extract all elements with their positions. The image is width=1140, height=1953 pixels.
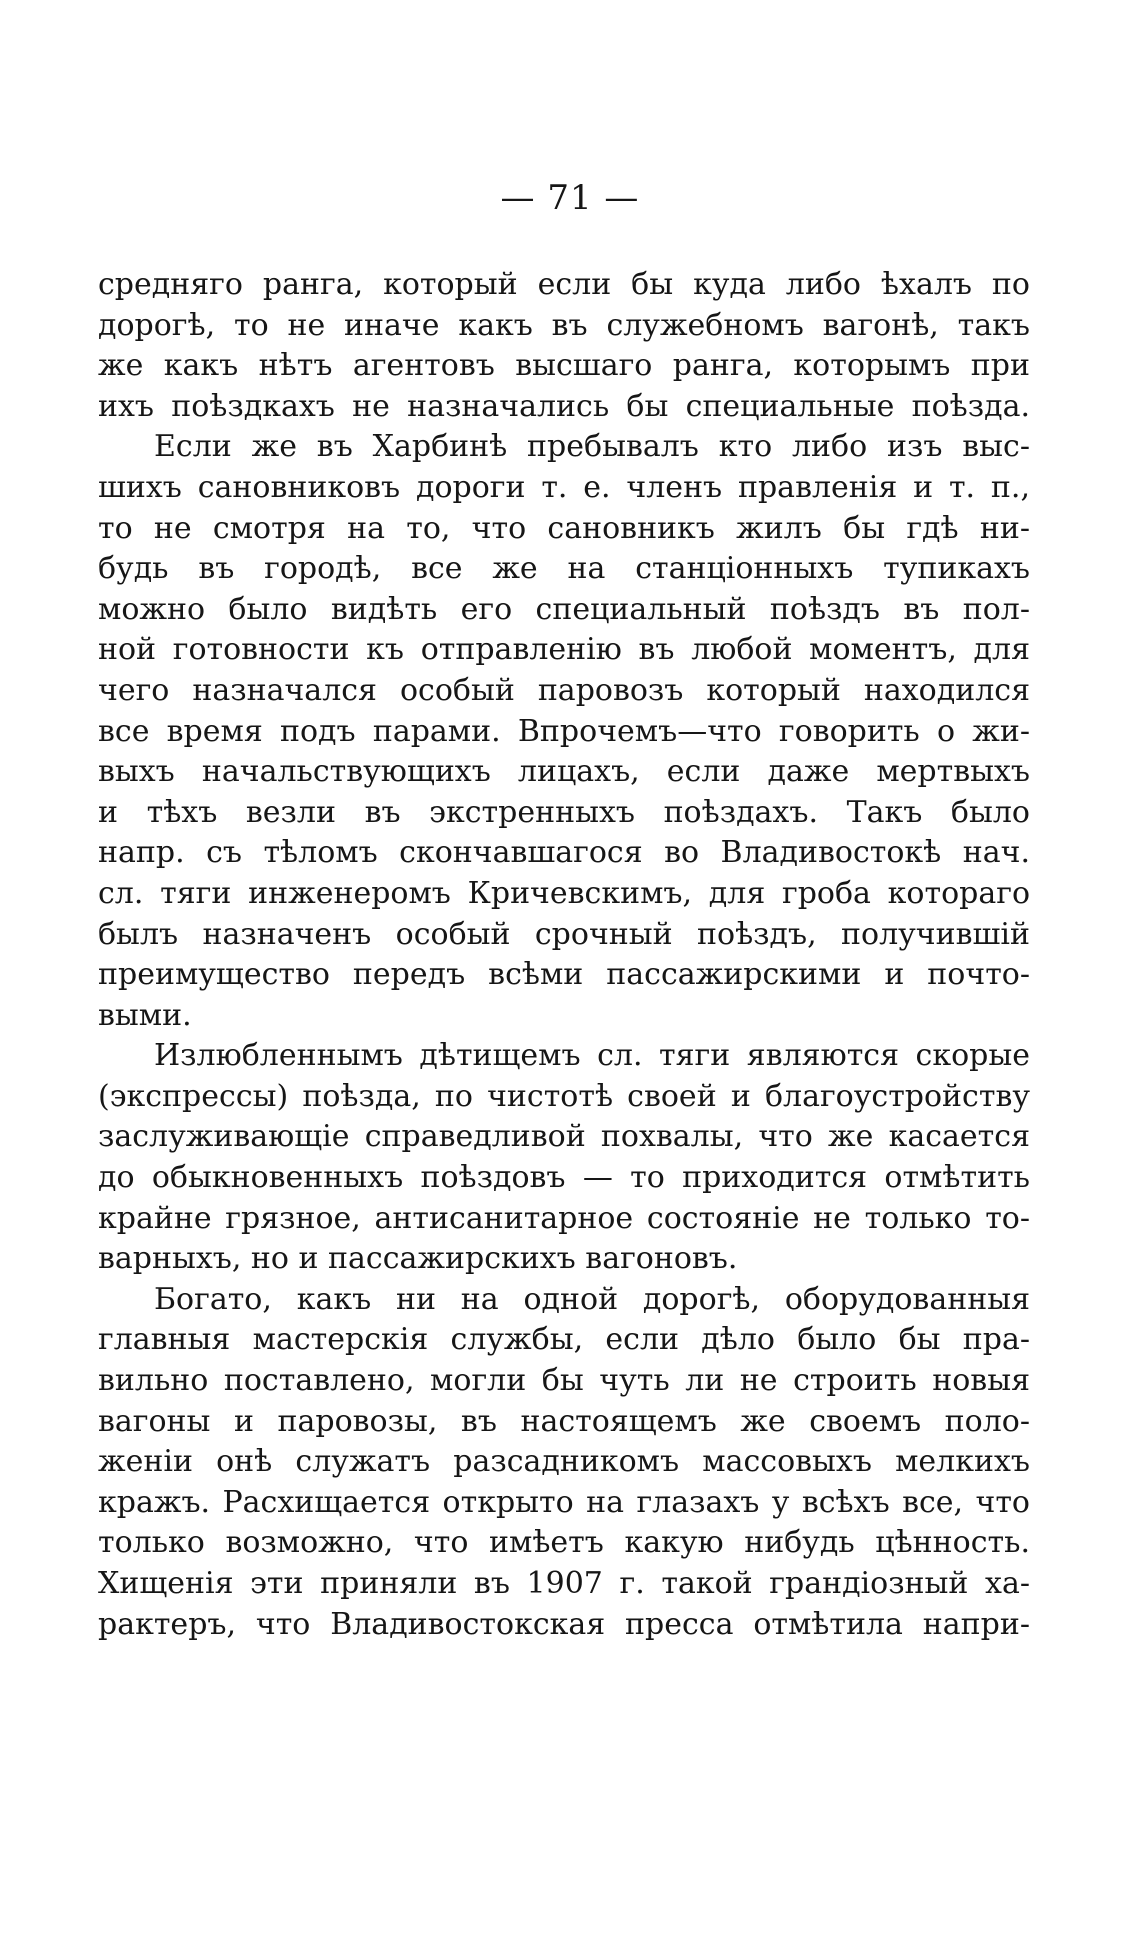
text-line: напр. съ тѣломъ скончавшагося во Владивостокѣ нач.: [98, 835, 1030, 871]
text-line: чего назначался особый паровозъ который находился: [98, 672, 1030, 708]
paragraph: [98, 265, 1030, 427]
text-line: то не смотря на то, что сановникъ жилъ бы гдѣ ни-: [98, 510, 1030, 546]
text-line: и тѣхъ везли въ экстренныхъ поѣздахъ. Такъ было: [98, 794, 1030, 830]
paragraph: [98, 1280, 1030, 1645]
text-line: только возможно, что имѣетъ какую нибудь цѣнность.: [98, 1525, 1030, 1561]
text-line: дорогѣ, то не иначе какъ въ служебномъ вагонѣ, такъ: [98, 307, 1030, 343]
paragraph: [98, 427, 1030, 1036]
text-line: до обыкновенныхъ поѣздовъ — то приходится отмѣтить: [98, 1160, 1030, 1196]
text-line: Хищенія эти приняли въ 1907 г. такой грандіозный ха-: [98, 1566, 1030, 1601]
paragraph: [98, 1036, 1030, 1280]
text-line: крайне грязное, антисанитарное состояніе не только то-: [98, 1200, 1030, 1236]
text-line: выхъ начальствующихъ лицахъ, если даже мертвыхъ: [98, 754, 1030, 790]
text-line: же какъ нѣтъ агентовъ высшаго ранга, которымъ при: [98, 348, 1030, 384]
text-line: варныхъ, но и пассажирскихъ вагоновъ.: [98, 1241, 738, 1277]
text-line: ной готовности къ отправленію въ любой моментъ, для: [98, 632, 1030, 668]
text-line: кражъ. Расхищается открыто на глазахъ у всѣхъ все, что: [98, 1484, 1030, 1520]
text-line: будь въ городѣ, все же на станціонныхъ тупикахъ: [98, 551, 1030, 587]
text-line: заслуживающіе справедливой похвалы, что же касается: [98, 1119, 1030, 1155]
text-line: средняго ранга, который если бы куда либо ѣхалъ по: [98, 267, 1030, 302]
text-line: былъ назначенъ особый срочный поѣздъ, получившій: [98, 916, 1030, 952]
text-line: преимущество передъ всѣми пассажирскими и почто-: [98, 957, 1030, 993]
text-line: главныя мастерскія службы, если дѣло было бы пра-: [98, 1322, 1030, 1358]
text-line: вагоны и паровозы, въ настоящемъ же своемъ поло-: [98, 1403, 1030, 1439]
text-line: ихъ поѣздкахъ не назначались бы специальные поѣзда.: [98, 388, 1030, 424]
text-line: все время подъ парами. Впрочемъ—что говорить о жи-: [98, 713, 1030, 749]
text-line: можно было видѣть его специальный поѣздъ въ пол-: [98, 591, 1030, 627]
text-line: (экспрессы) поѣзда, по чистотѣ своей и благоустройству: [98, 1078, 1030, 1114]
body-text: [98, 265, 1030, 1645]
text-line: Излюбленнымъ дѣтищемъ сл. тяги являются скорые: [154, 1038, 1030, 1074]
text-line: сл. тяги инженеромъ Кричевскимъ, для гроба котораго: [98, 875, 1030, 911]
text-line: шихъ сановниковъ дороги т. е. членъ правленія и т. п.,: [98, 469, 1030, 505]
text-line: выми.: [98, 997, 192, 1033]
text-line: Если же въ Харбинѣ пребывалъ кто либо изъ выс-: [154, 429, 1030, 465]
text-line: вильно поставлено, могли бы чуть ли не строить новыя: [98, 1363, 1030, 1399]
text-line: женіи онѣ служатъ разсадникомъ массовыхъ мелкихъ: [98, 1444, 1030, 1480]
text-line: Богато, какъ ни на одной дорогѣ, оборудованныя: [154, 1281, 1030, 1317]
page-number-header: — 71 —: [500, 178, 640, 218]
text-line: рактеръ, что Владивостокская пресса отмѣтила напри-: [98, 1606, 1030, 1642]
